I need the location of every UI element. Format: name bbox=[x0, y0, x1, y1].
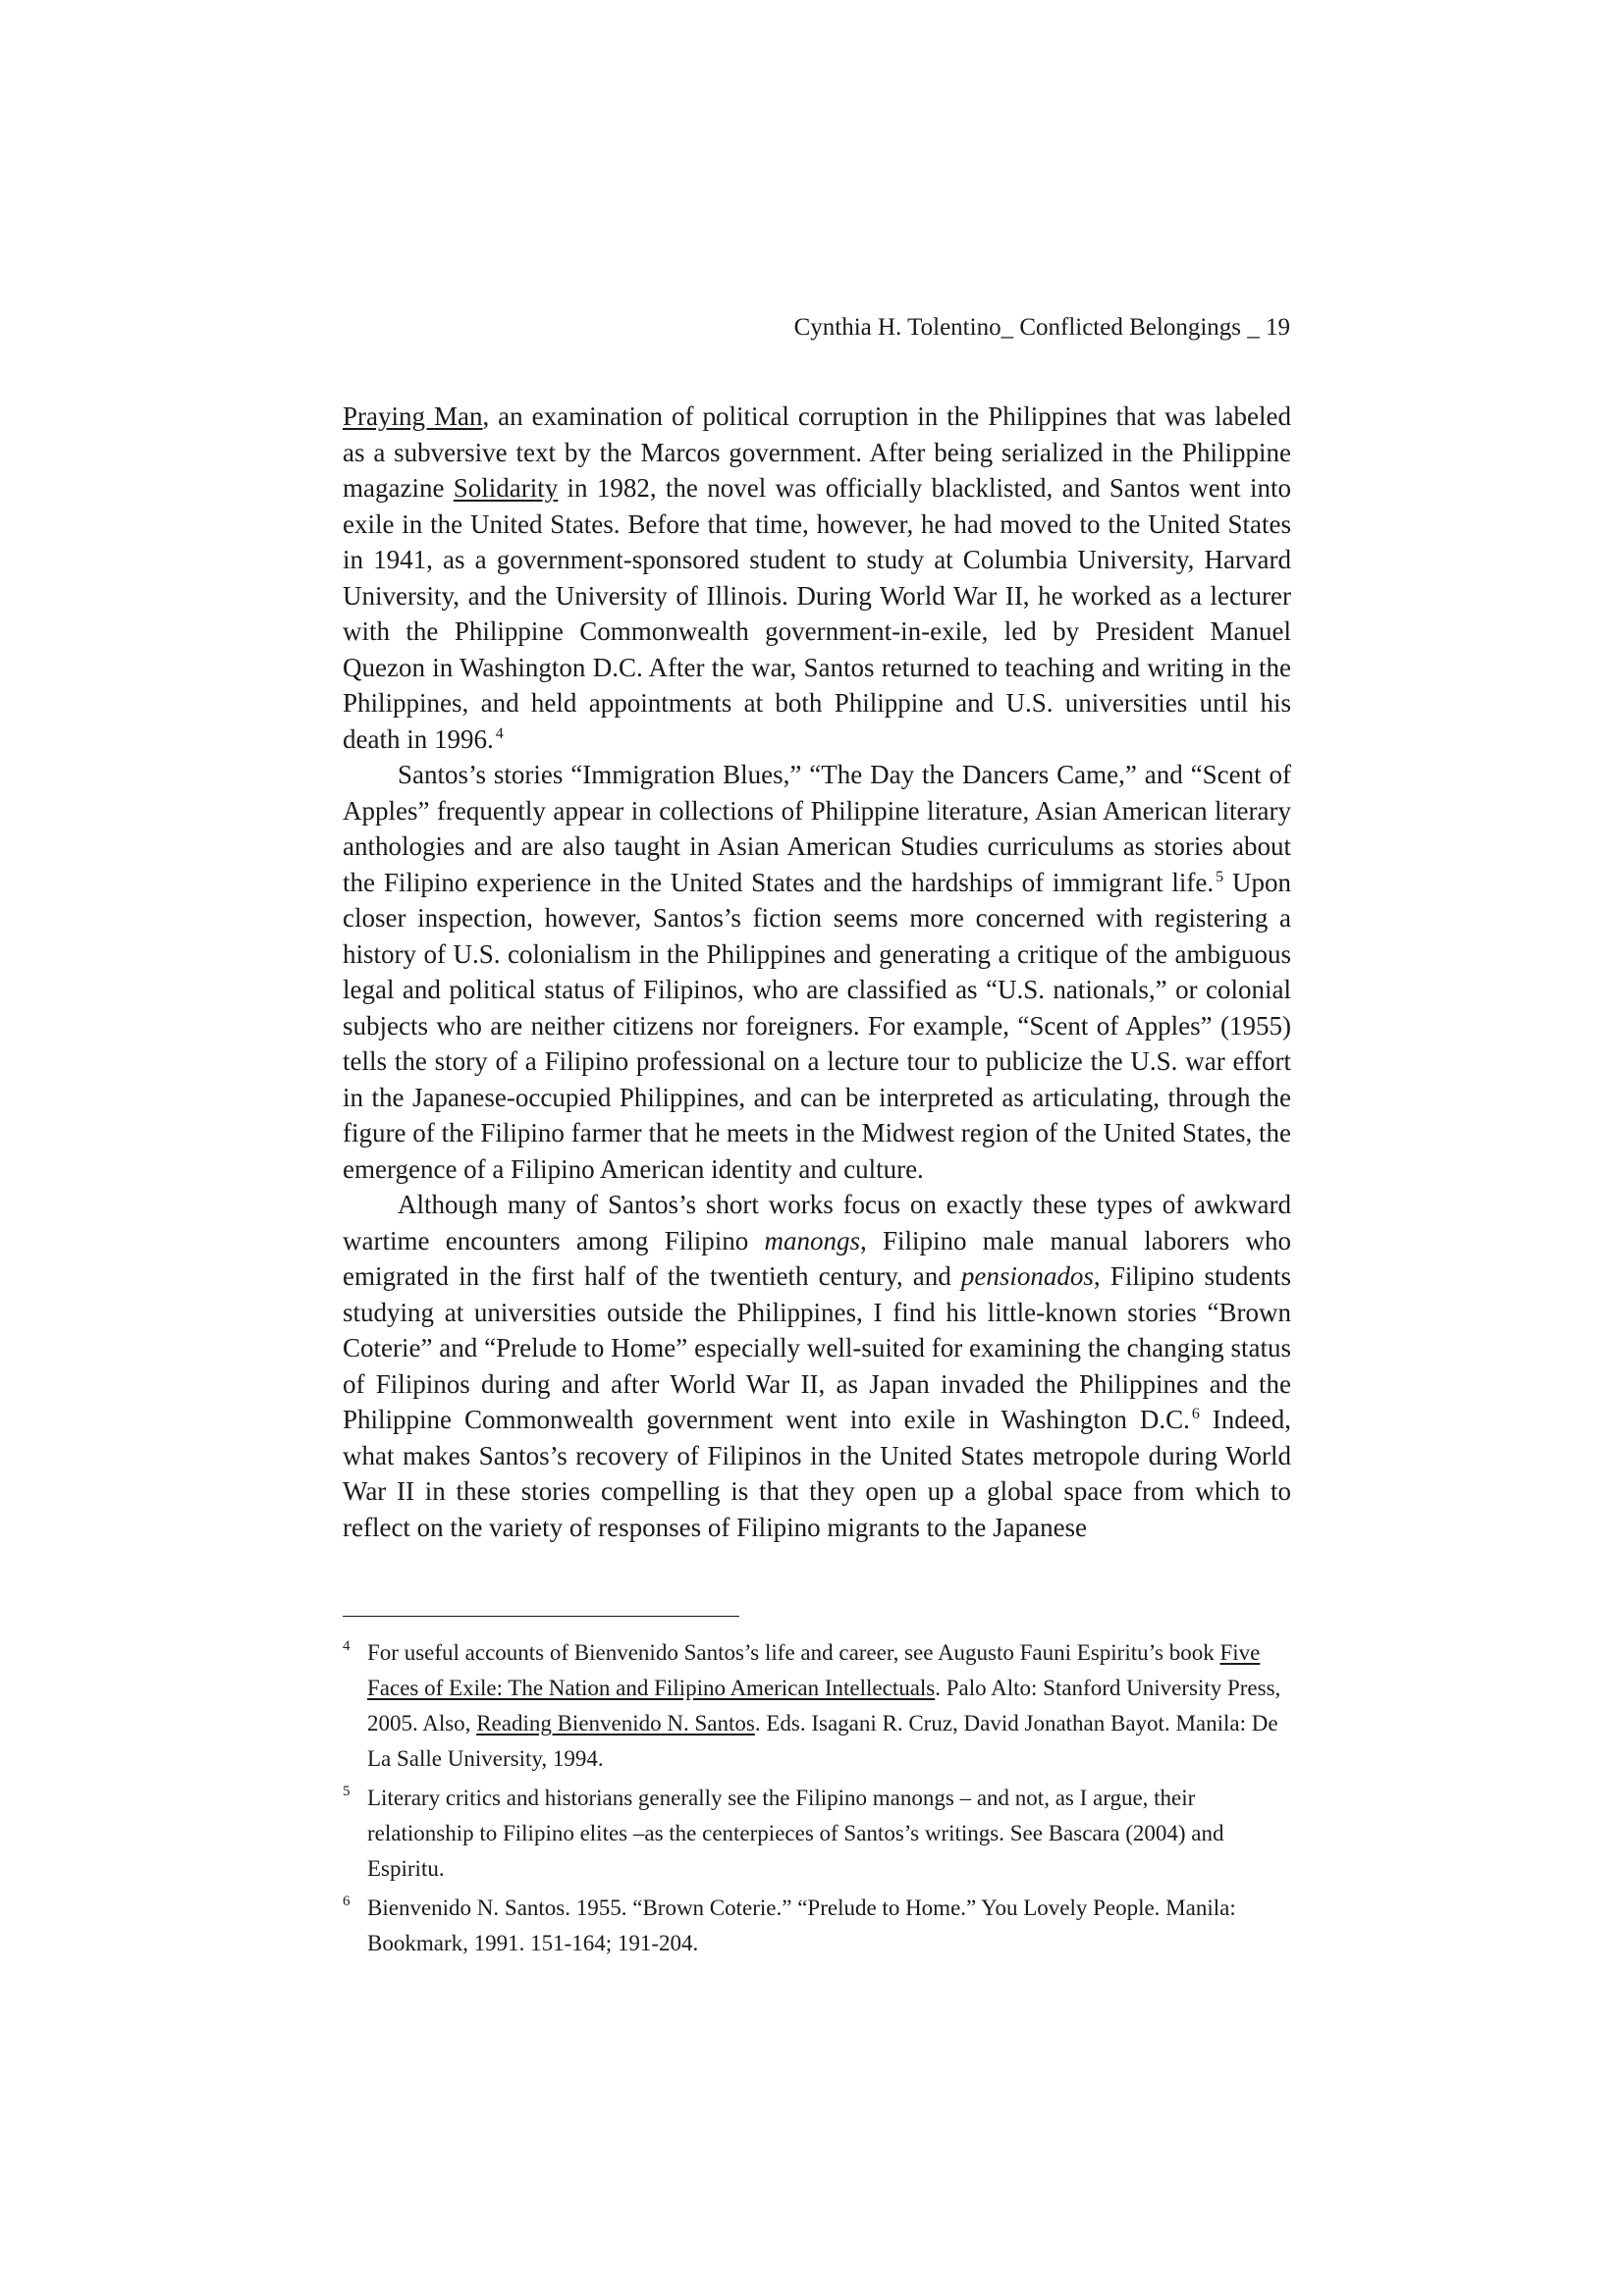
paragraph-2-text-a: Santos’s stories “Immigration Blues,” “The Day the Dancers Came,” and “Scent of Apples” frequently appear in collections of Philippine literature, Asian American literary anthologies and are also taught in Asian American Studies curriculums as stories about the Filipino experience in the United States and the hardships of immigrant life. bbox=[343, 760, 1291, 897]
paragraph-1-text-b: in 1982, the novel was officially blacklisted, and Santos went into exile in the United States. Before that time, however, he had moved to the United States in 1941, as a government-sponsored student to study at Columbia University, Harvard University, and the University of Illinois. During World War II, he worked as a lecturer with the Philippine Commonwealth government-in-exile, led by President Manuel Quezon in Washington D.C. After the war, Santos returned to teaching and writing in the Philippines, and held appointments at both Philippine and U.S. universities until his death in 1996. bbox=[343, 473, 1291, 754]
footnotes bbox=[343, 1635, 1291, 1965]
paragraph-3-text-c: , Filipino students studying at universities outside the Philippines, I find his little-known stories “Brown Coterie” and “Prelude to Home” especially well-suited for examining the changing status of Filipinos during and after World War II, as Japan invaded the Philippines and the Philippine Commonwealth government went into exile in Washington D.C. bbox=[343, 1261, 1291, 1434]
footnote-4-text-a: For useful accounts of Bienvenido Santos’s life and career, see Augusto Fauni Espiritu’s book bbox=[367, 1640, 1220, 1665]
paragraph-2 bbox=[343, 757, 1291, 1187]
paragraph-2-text-b: Upon closer inspection, however, Santos’s fiction seems more concerned with registering a history of U.S. colonialism in the Philippines and generating a critique of the ambiguous legal and political status of Filipinos, who are classified as “U.S. nationals,” or colonial subjects who are neither citizens nor foreigners. For example, “Scent of Apples” (1955) tells the story of a Filipino professional on a lecture tour to publicize the U.S. war effort in the Japanese-occupied Philippines, and can be interpreted as articulating, through the figure of the Filipino farmer that he meets in the Midwest region of the United States, the emergence of a Filipino American identity and culture. bbox=[343, 867, 1291, 1184]
running-header: Cynthia H. Tolentino_ Conflicted Belongings _ 19 bbox=[793, 314, 1290, 341]
term-pensionados: pensionados bbox=[960, 1261, 1094, 1291]
footnote-4-text-b: . Palo Alto: Stanford University Press, 2005. Also, bbox=[367, 1676, 1281, 1735]
paragraph-3 bbox=[343, 1187, 1291, 1545]
footnote-separator bbox=[343, 1616, 739, 1617]
book-title-reading-santos: Reading Bienvenido N. Santos bbox=[476, 1711, 755, 1735]
book-title-five-faces: Five Faces of Exile: The Nation and Filipino American Intellectuals bbox=[367, 1640, 1261, 1700]
paragraph-3-text-d: Indeed, what makes Santos’s recovery of Filipinos in the United States metropole during World War II in these stories compelling is that they open up a global space from which to reflect on the variety of responses of Filipino migrants to the Japanese bbox=[343, 1405, 1291, 1542]
paragraph-1-text-a: , an examination of political corruption in the Philippines that was labeled as a subversive text by the Marcos government. After being serialized in the Philippine magazine bbox=[343, 401, 1292, 503]
paragraph-3-text-b: , Filipino male manual laborers who emigrated in the first half of the twentieth century, and bbox=[343, 1225, 1291, 1291]
footnote-4 bbox=[343, 1635, 1291, 1777]
body-text bbox=[343, 399, 1291, 1545]
footnote-6 bbox=[343, 1891, 1291, 1961]
footnote-6-text: Bienvenido N. Santos. 1955. “Brown Coterie.” “Prelude to Home.” You Lovely People. Manila: Bookmark, 1991. 151-164; 191-204. bbox=[367, 1896, 1236, 1955]
footnote-5-text: Literary critics and historians generally see the Filipino manongs – and not, as I argue, their relationship to Filipino elites –as the centerpieces of Santos’s writings. See Bascara (2004) and Espiritu. bbox=[367, 1786, 1224, 1881]
footnote-ref-5: 5 bbox=[1216, 868, 1224, 885]
footnote-number: 6 bbox=[343, 1894, 351, 1909]
footnote-ref-6: 6 bbox=[1191, 1406, 1200, 1422]
paragraph-1 bbox=[343, 399, 1291, 757]
footnote-number: 4 bbox=[343, 1638, 351, 1654]
footnote-number: 5 bbox=[343, 1784, 351, 1799]
footnote-ref-4: 4 bbox=[495, 724, 504, 742]
footnote-5 bbox=[343, 1781, 1291, 1887]
footnote-4-text-c: . Eds. Isagani R. Cruz, David Jonathan Bayot. Manila: De La Salle University, 1994. bbox=[367, 1711, 1278, 1771]
magazine-title-solidarity: Solidarity bbox=[453, 473, 559, 503]
book-title-praying-man: Praying Man bbox=[343, 401, 483, 431]
term-manongs: manongs bbox=[764, 1225, 860, 1255]
paragraph-3-text-a: Although many of Santos’s short works focus on exactly these types of awkward wartime encounters among Filipino bbox=[343, 1190, 1291, 1255]
